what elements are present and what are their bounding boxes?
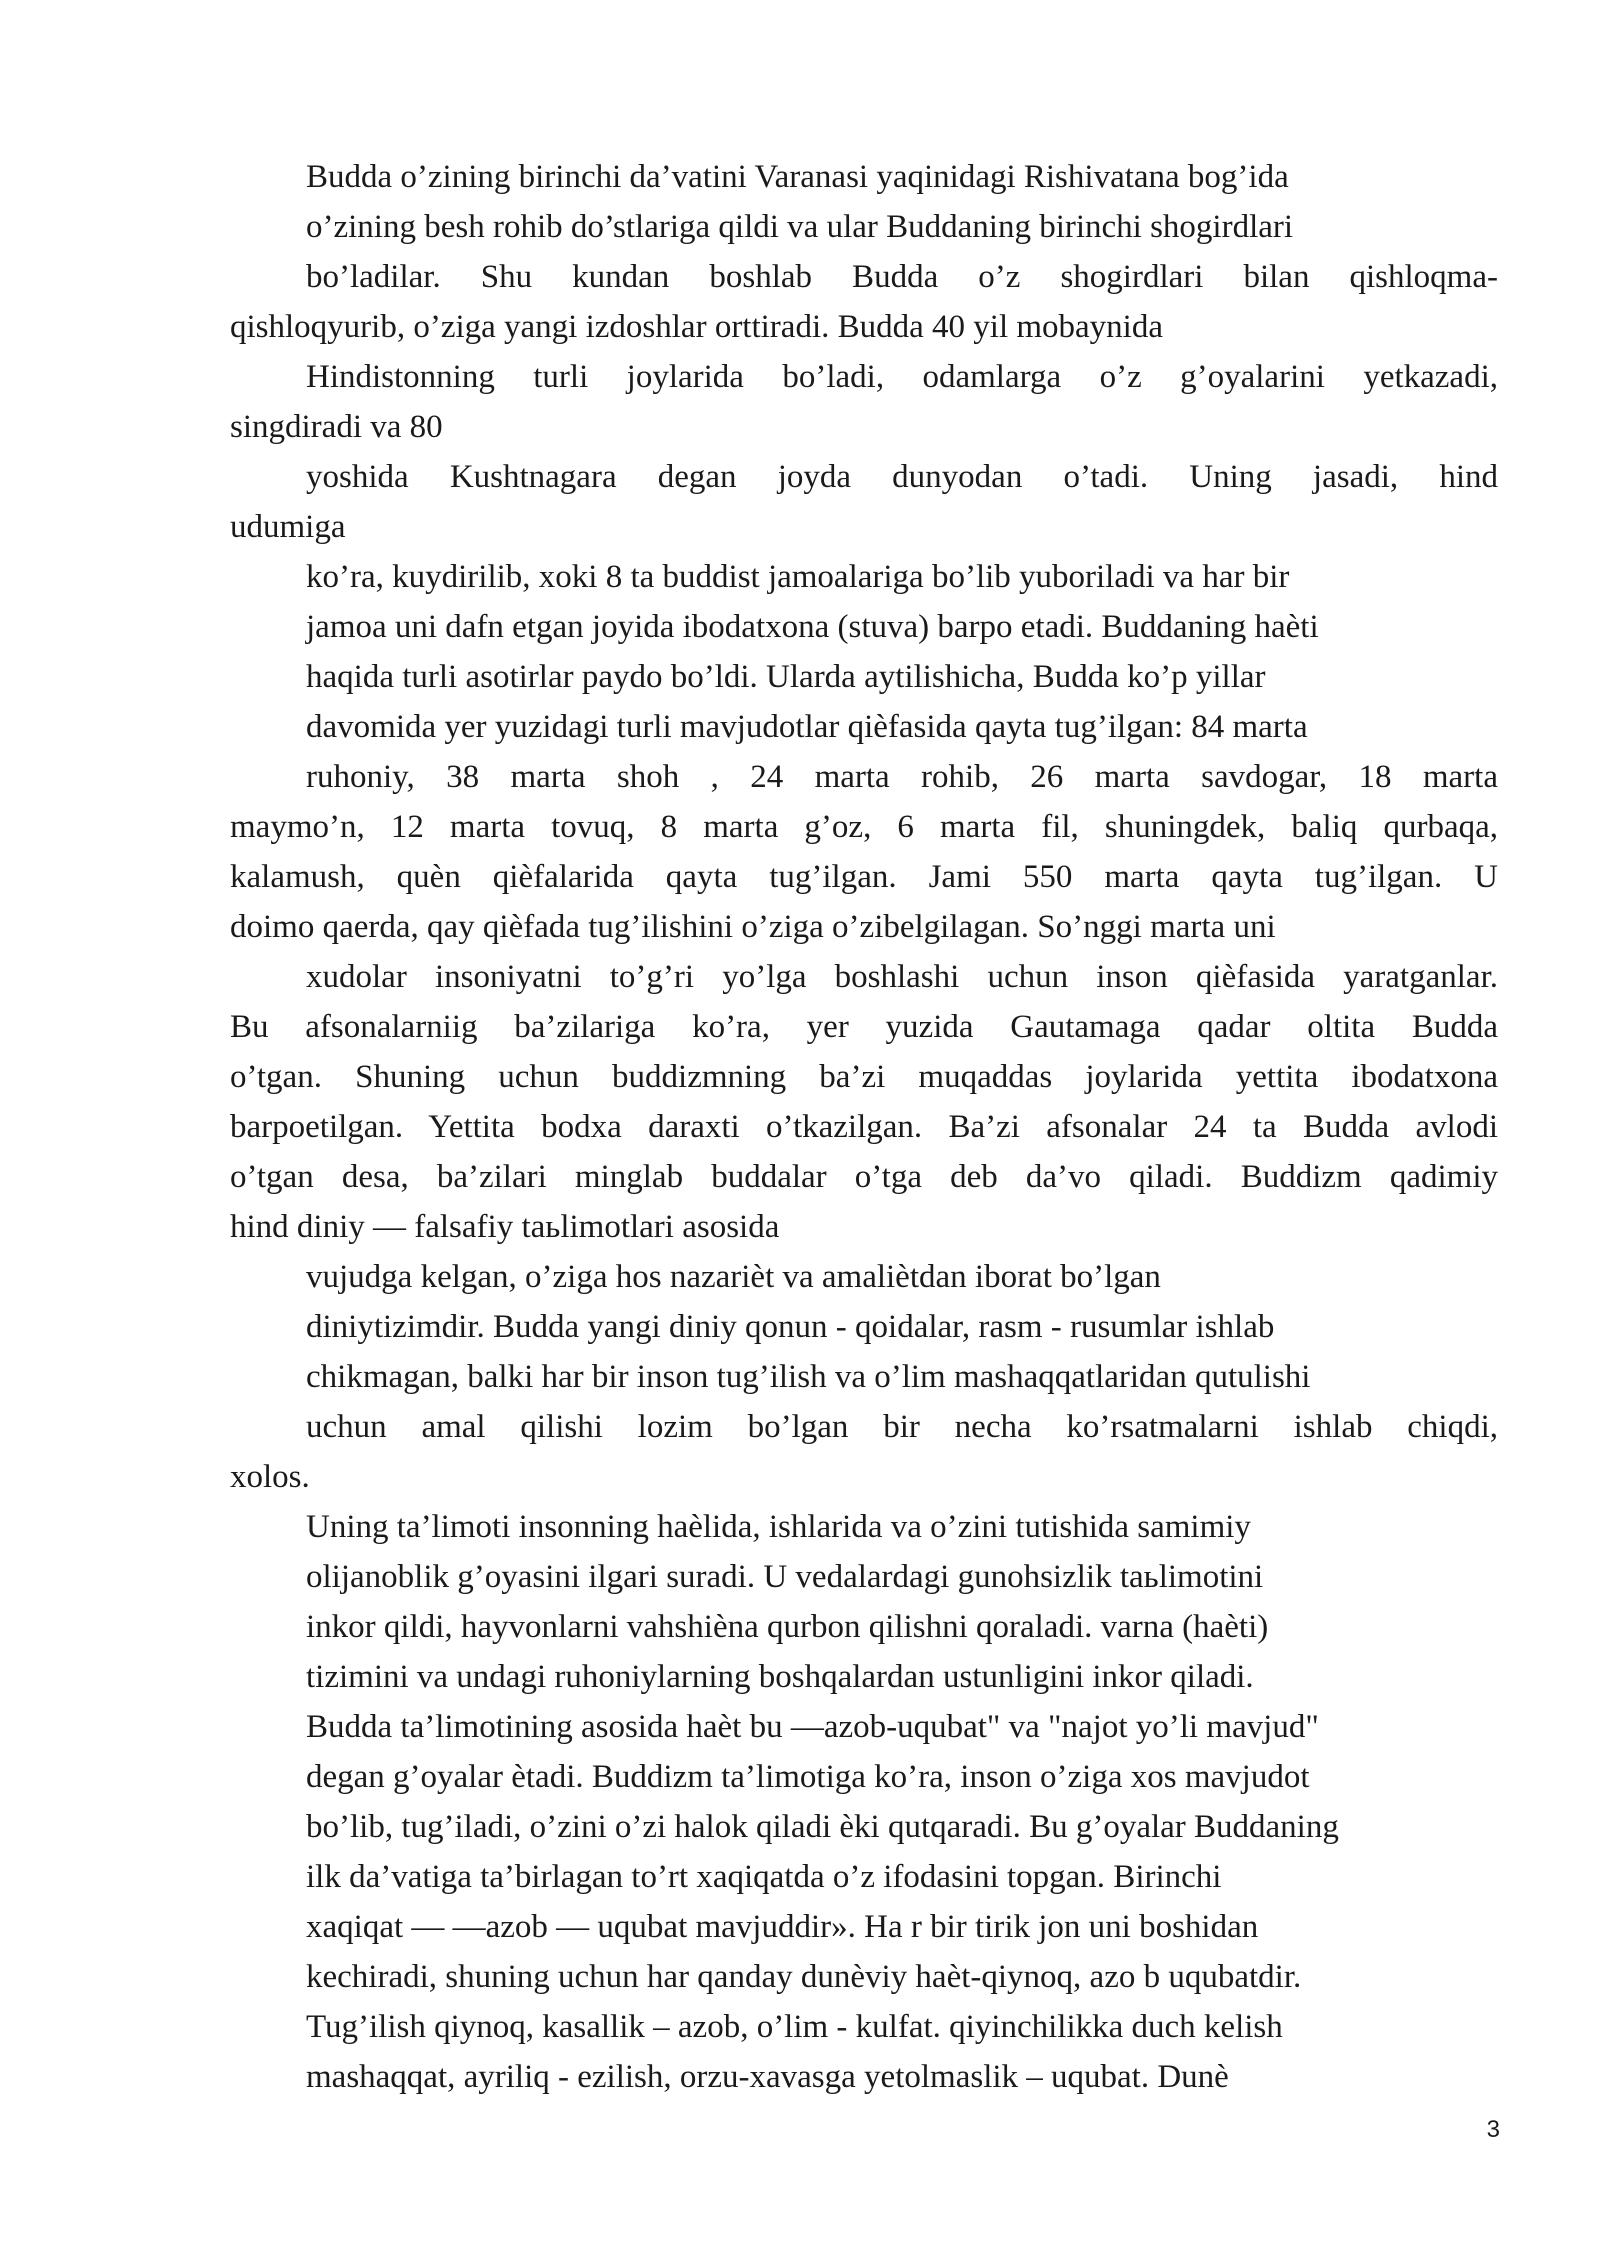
text-line: haqida turli asotirlar paydo bo’ldi. Ularda aytilishicha, Budda ko’p yillar [306,659,1266,695]
text-line: o’tgan desa, ba’zilari minglab buddalar o’tga deb da’vo qiladi. Buddizm qadimiy [230,1159,1498,1195]
text-line: olijanoblik g’oyasini ilgari suradi. U vedalardagi gunohsizlik taьlimotini [306,1559,1264,1595]
text-line: kalamush, quèn qièfalarida qayta tug’ilgan. Jami 550 marta qayta tug’ilgan. U [230,859,1498,895]
text-line: inkor qildi, hayvonlarni vahshièna qurbon qilishni qoraladi. varna (haèti) [306,1609,1269,1645]
text-line: degan g’oyalar ètadi. Buddizm ta’limotiga ko’ra, inson o’ziga xos mavjudot [306,1759,1310,1795]
text-line: singdiradi va 80 [230,409,443,445]
text-line: mashaqqat, ayriliq - ezilish, orzu-xavasga yetolmaslik – uqubat. Dunè [306,2059,1229,2095]
text-line: diniytizimdir. Budda yangi diniy qonun - qoidalar, rasm - rusumlar ishlab [306,1309,1275,1345]
text-line: vujudga kelgan, o’ziga hos nazariѐt va amaliѐtdan iborat bo’lgan [306,1259,1161,1295]
text-line: ko’ra, kuydirilib, xoki 8 ta buddist jamoalariga bo’lib yuboriladi va har bir [306,559,1290,595]
text-line: xudolar insoniyatni to’g’ri yo’lga boshlashi uchun inson qièfasida yaratganlar. [306,959,1498,995]
text-line: o’zining besh rohib do’stlariga qildi va ular Buddaning birinchi shogirdlari [306,209,1294,245]
text-line: chikmagan, balki har bir inson tug’ilish va o’lim mashaqqatlaridan qutulishi [306,1359,1311,1395]
text-line: udumiga [230,509,346,545]
text-line: yoshida Kushtnagara degan joyda dunyodan o’tadi. Uning jasadi, hind [306,459,1498,495]
text-line: jamoa uni dafn etgan joyida ibodatxona (stuva) barpo etadi. Buddaning haèti [306,609,1319,645]
text-line: uchun amal qilishi lozim bo’lgan bir necha ko’rsatmalarni ishlab chiqdi, [306,1409,1498,1445]
text-line: ruhoniy, 38 marta shoh , 24 marta rohib, 26 marta savdogar, 18 marta [306,759,1498,795]
text-line: Budda o’zining birinchi da’vatini Varanasi yaqinidagi Rishivatana bog’ida [306,159,1289,195]
text-line: Budda ta’limotining asosida haèt bu —azob-uqubat" va "najot yo’li mavjud" [306,1709,1319,1745]
text-line: hind diniy — falsafiy taьlimotlari asosida [230,1209,780,1245]
text-line: doimo qaerda, qay qièfada tug’ilishini o’ziga o’zibelgilagan. So’nggi marta uni [230,909,1276,945]
text-line: xaqiqat — —azob — uqubat mavjuddir». Ha r bir tirik jon uni boshidan [306,1909,1259,1945]
text-line: bo’ladilar. Shu kundan boshlab Budda o’z shogirdlari bilan qishloqma- [306,259,1498,295]
text-line: ilk da’vatiga ta’birlagan to’rt xaqiqatda o’z ifodasini topgan. Birinchi [306,1859,1222,1895]
text-line: tizimini va undagi ruhoniylarning boshqalardan ustunligini inkor qiladi. [306,1659,1254,1695]
text-line: o’tgan. Shuning uchun buddizmning ba’zi muqaddas joylarida yettita ibodatxona [230,1059,1498,1095]
text-line: Hindistonning turli joylarida bo’ladi, odamlarga o’z g’oyalarini yetkazadi, [306,359,1498,395]
text-line: davomida yer yuzidagi turli mavjudotlar qièfasida qayta tug’ilgan: 84 marta [306,709,1308,745]
text-line: qishloqyurib, o’ziga yangi izdoshlar orttiradi. Budda 40 yil mobaynida [230,309,1163,345]
text-line: Uning ta’limoti insonning haèlida, ishlarida va o’zini tutishida samimiy [306,1509,1251,1545]
text-line: maymo’n, 12 marta tovuq, 8 marta g’oz, 6 marta fil, shuningdek, baliq qurbaqa, [230,809,1498,845]
text-line: barpoetilgan. Yettita bodxa daraxti o’tkazilgan. Ba’zi afsonalar 24 ta Budda avlodi [230,1109,1498,1145]
text-line: kechiradi, shuning uchun har qanday dunèviy haèt-qiynoq, azo b uqubatdir. [306,1959,1302,1995]
text-line: xolos. [230,1459,310,1495]
text-line: Tug’ilish qiynoq, kasallik – azob, o’lim - kulfat. qiyinchilikka duch kelish [306,2009,1283,2045]
page-number: 3 [1486,2116,1500,2143]
text-line: bo’lib, tug’iladi, o’zini o’zi halok qiladi èki qutqaradi. Bu g’oyalar Buddaning [306,1809,1339,1845]
text-line: Bu afsonalarniig ba’zilariga ko’ra, yer yuzida Gautamaga qadar oltita Budda [230,1009,1498,1045]
body-text [230,152,1498,2102]
